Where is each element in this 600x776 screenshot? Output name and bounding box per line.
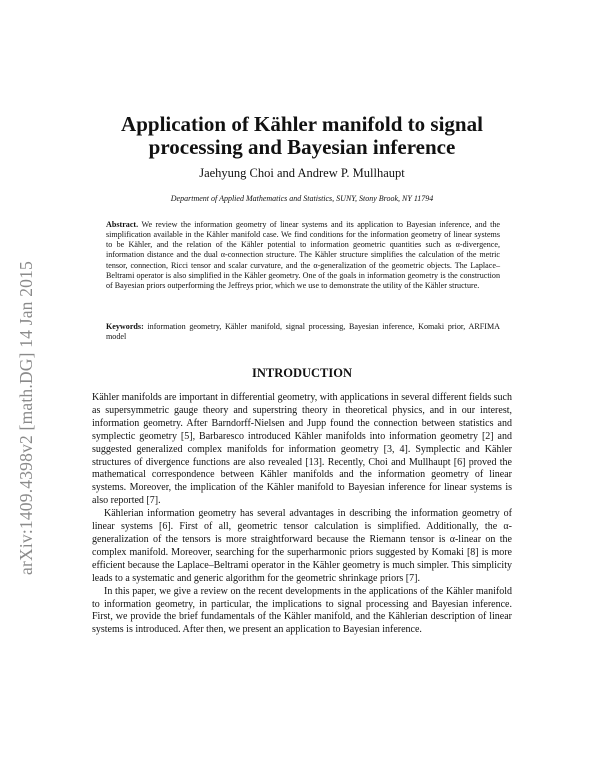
section-heading-introduction: INTRODUCTION — [251, 366, 352, 380]
paragraph: Kähler manifolds are important in differential geometry, with applications in several different fields such as supersymmetric gauge theory and superstring theory in theoretical physics, and in our interest, information geometry. After Barndorff-Nielsen and Jupp found the connection between statistics and symplectic geometry [5], Barbaresco introduced Kähler manifolds into information geometry [2] and suggested generalized complex manifolds for information geometry [3, 4]. Symplectic and Kähler structures of divergence functions are also revealed [13]. Recently, Choi and Mullhaupt [6] proved the mathematical correspondence between Kähler manifolds and the information geometry of linear systems. Moreover, the implication of the Kähler manifold to Bayesian inference for linear systems is also reported [7]. — [92, 392, 512, 507]
keywords — [106, 322, 500, 342]
abstract — [106, 220, 500, 291]
author-list: Jaehyung Choi and Andrew P. Mullhaupt — [199, 166, 405, 180]
abstract-text: We review the information geometry of linear systems and its application to Bayesian inference, and the simplification available in the Kähler manifold case. We find conditions for the information geometry of linear systems to be Kähler, and the relation of the Kähler potential to information geometric quantities such as α-divergence, information distance and the dual α-connection structure. The Kähler structure simplifies the calculation of the metric tensor, connection, Ricci tensor and scalar curvature, and the α-generalization of the geometric objects. The Laplace–Beltrami operator is also simplified in the Kähler geometry. One of the goals in information geometry is the construction of Bayesian priors outperforming the Jeffreys prior, which we use to demonstrate the utility of the Kähler structure. — [106, 220, 500, 290]
arxiv-identifier: arXiv:1409.4398v2 [math.DG] 14 Jan 2015 — [16, 260, 36, 575]
keywords-text: information geometry, Kähler manifold, signal processing, Bayesian inference, Komaki prior, ARFIMA model — [106, 322, 500, 342]
paper-title: Application of Kähler manifold to signal processing and Bayesian inference — [121, 112, 483, 159]
introduction-body — [92, 392, 512, 637]
abstract-label: Abstract. — [106, 220, 139, 229]
paragraph: Kählerian information geometry has several advantages in describing the information geometry of linear systems [6]. First of all, geometric tensor calculation is simplified. Additionally, the α-generalization of the tensors is more straightforward because the Riemann tensor is α-linear on the complex manifold. Moreover, searching for the superharmonic priors suggested by Komaki [8] is more efficient because the Laplace–Beltrami operator in the Kähler geometry is much simpler. This simplicity leads to a systematic and generic algorithm for the geometric shrinkage priors [7]. — [92, 508, 512, 584]
paragraph: In this paper, we give a review on the recent developments in the applications of the Kähler manifold to information geometry, in particular, the implications to signal processing and Bayesian inference. First, we provide the brief fundamentals of the Kähler manifold, and the Kählerian description of linear systems is introduced. After then, we present an application to Bayesian inference. — [92, 585, 512, 636]
affiliation: Department of Applied Mathematics and Statistics, SUNY, Stony Brook, NY 11794 — [170, 194, 434, 203]
keywords-label: Keywords: — [106, 322, 144, 331]
